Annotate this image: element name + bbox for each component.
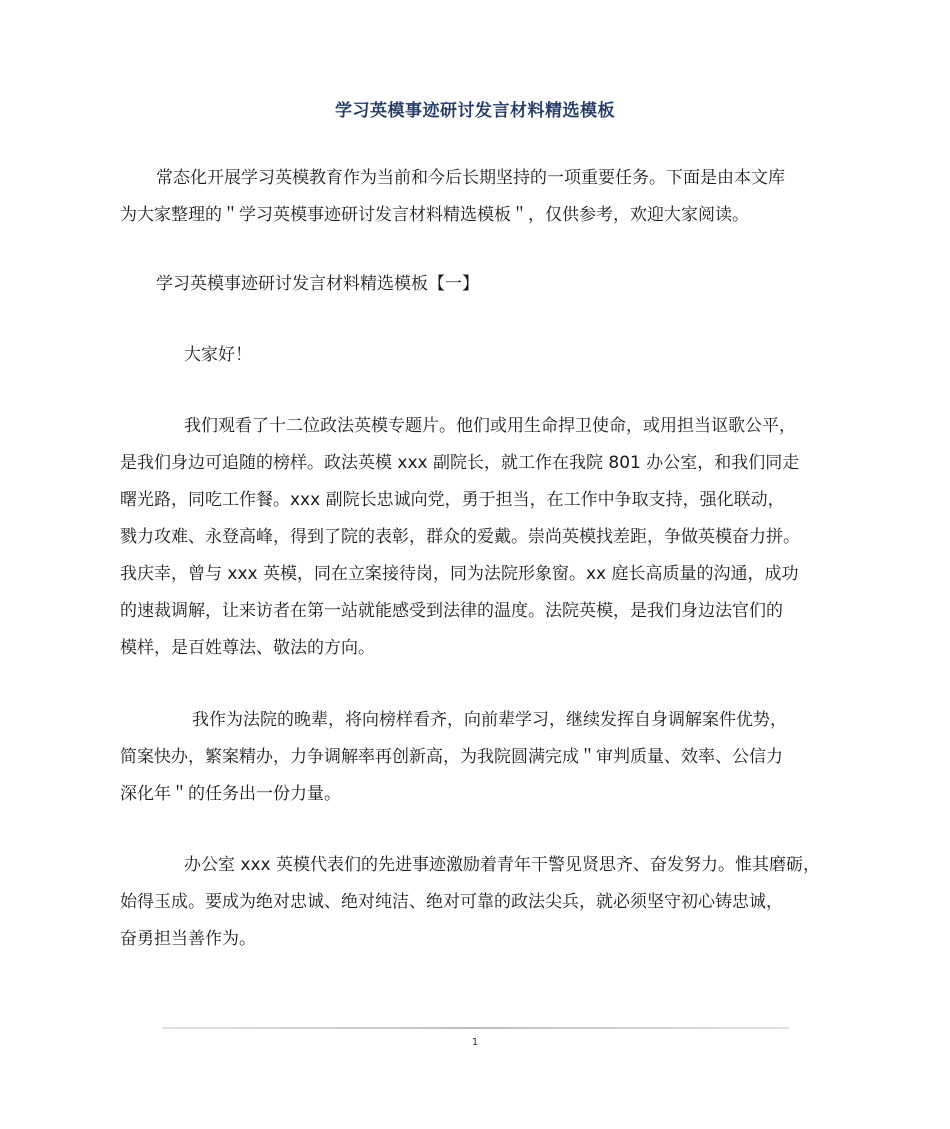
paragraph-line: 我们观看了十二位政法英模专题片。他们或用生命捍卫使命，或用担当讴歌公平， [184,416,796,436]
paragraph-line: 奋勇担当善作为。 [120,929,256,949]
intro-line: 为大家整理的＂学习英模事迹研讨发言材料精选模板＂，仅供参考，欢迎大家阅读。 [120,205,749,225]
paragraph-line: 深化年＂的任务出一份力量。 [120,784,341,804]
greeting: 大家好！ [184,345,252,365]
paragraph-line: 简案快办，繁案精办，力争调解率再创新高，为我院圆满完成＂审判质量、效率、公信力 [120,747,783,767]
paragraph-line: 办公室 xxx 英模代表们的先进事迹激励着青年干警见贤思齐、奋发努力。惟其磨砺， [184,855,820,875]
section-heading-paragraph [120,266,835,303]
paragraph-line: 戮力攻难、永登高峰，得到了院的表彰，群众的爱戴。崇尚英模找差距，争做英模奋力拼。 [120,527,800,547]
paragraph-line: 的速裁调解，让来访者在第一站就能感受到法律的温度。法院英模，是我们身边法官们的 [120,601,783,621]
page-number: 1 [471,1037,479,1048]
body-paragraph-3 [120,847,835,958]
paragraph-line: 始得玉成。要成为绝对忠诚、绝对纯洁、绝对可靠的政法尖兵，就必须坚守初心铸忠诚， [120,892,783,912]
paragraph-line: 是我们身边可追随的榜样。政法英模 xxx 副院长，就工作在我院 801 办公室，和我们同走 [120,453,800,473]
paragraph-line: 模样，是百姓尊法、敬法的方向。 [120,638,375,658]
body-paragraph-1 [120,408,835,667]
paragraph-line: 曙光路，同吃工作餐。xxx 副院长忠诚向党，勇于担当，在工作中争取支持，强化联动， [120,490,785,510]
paragraph-line: 我庆幸，曾与 xxx 英模，同在立案接待岗，同为法院形象窗。xx 庭长高质量的沟通，成功 [120,564,799,584]
body-paragraph-2 [120,702,835,813]
intro-paragraph [120,160,835,234]
paragraph-line: 我作为法院的晚辈，将向榜样看齐，向前辈学习，继续发挥自身调解案件优势， [192,710,787,730]
section-heading: 学习英模事迹研讨发言材料精选模板【一】 [156,274,479,294]
document-title: 学习英模事迹研讨发言材料精选模板 [335,101,615,121]
footer-divider [162,1027,789,1029]
intro-line: 常态化开展学习英模教育作为当前和今后长期坚持的一项重要任务。下面是由本文库 [156,168,785,188]
greeting-paragraph [120,337,835,374]
